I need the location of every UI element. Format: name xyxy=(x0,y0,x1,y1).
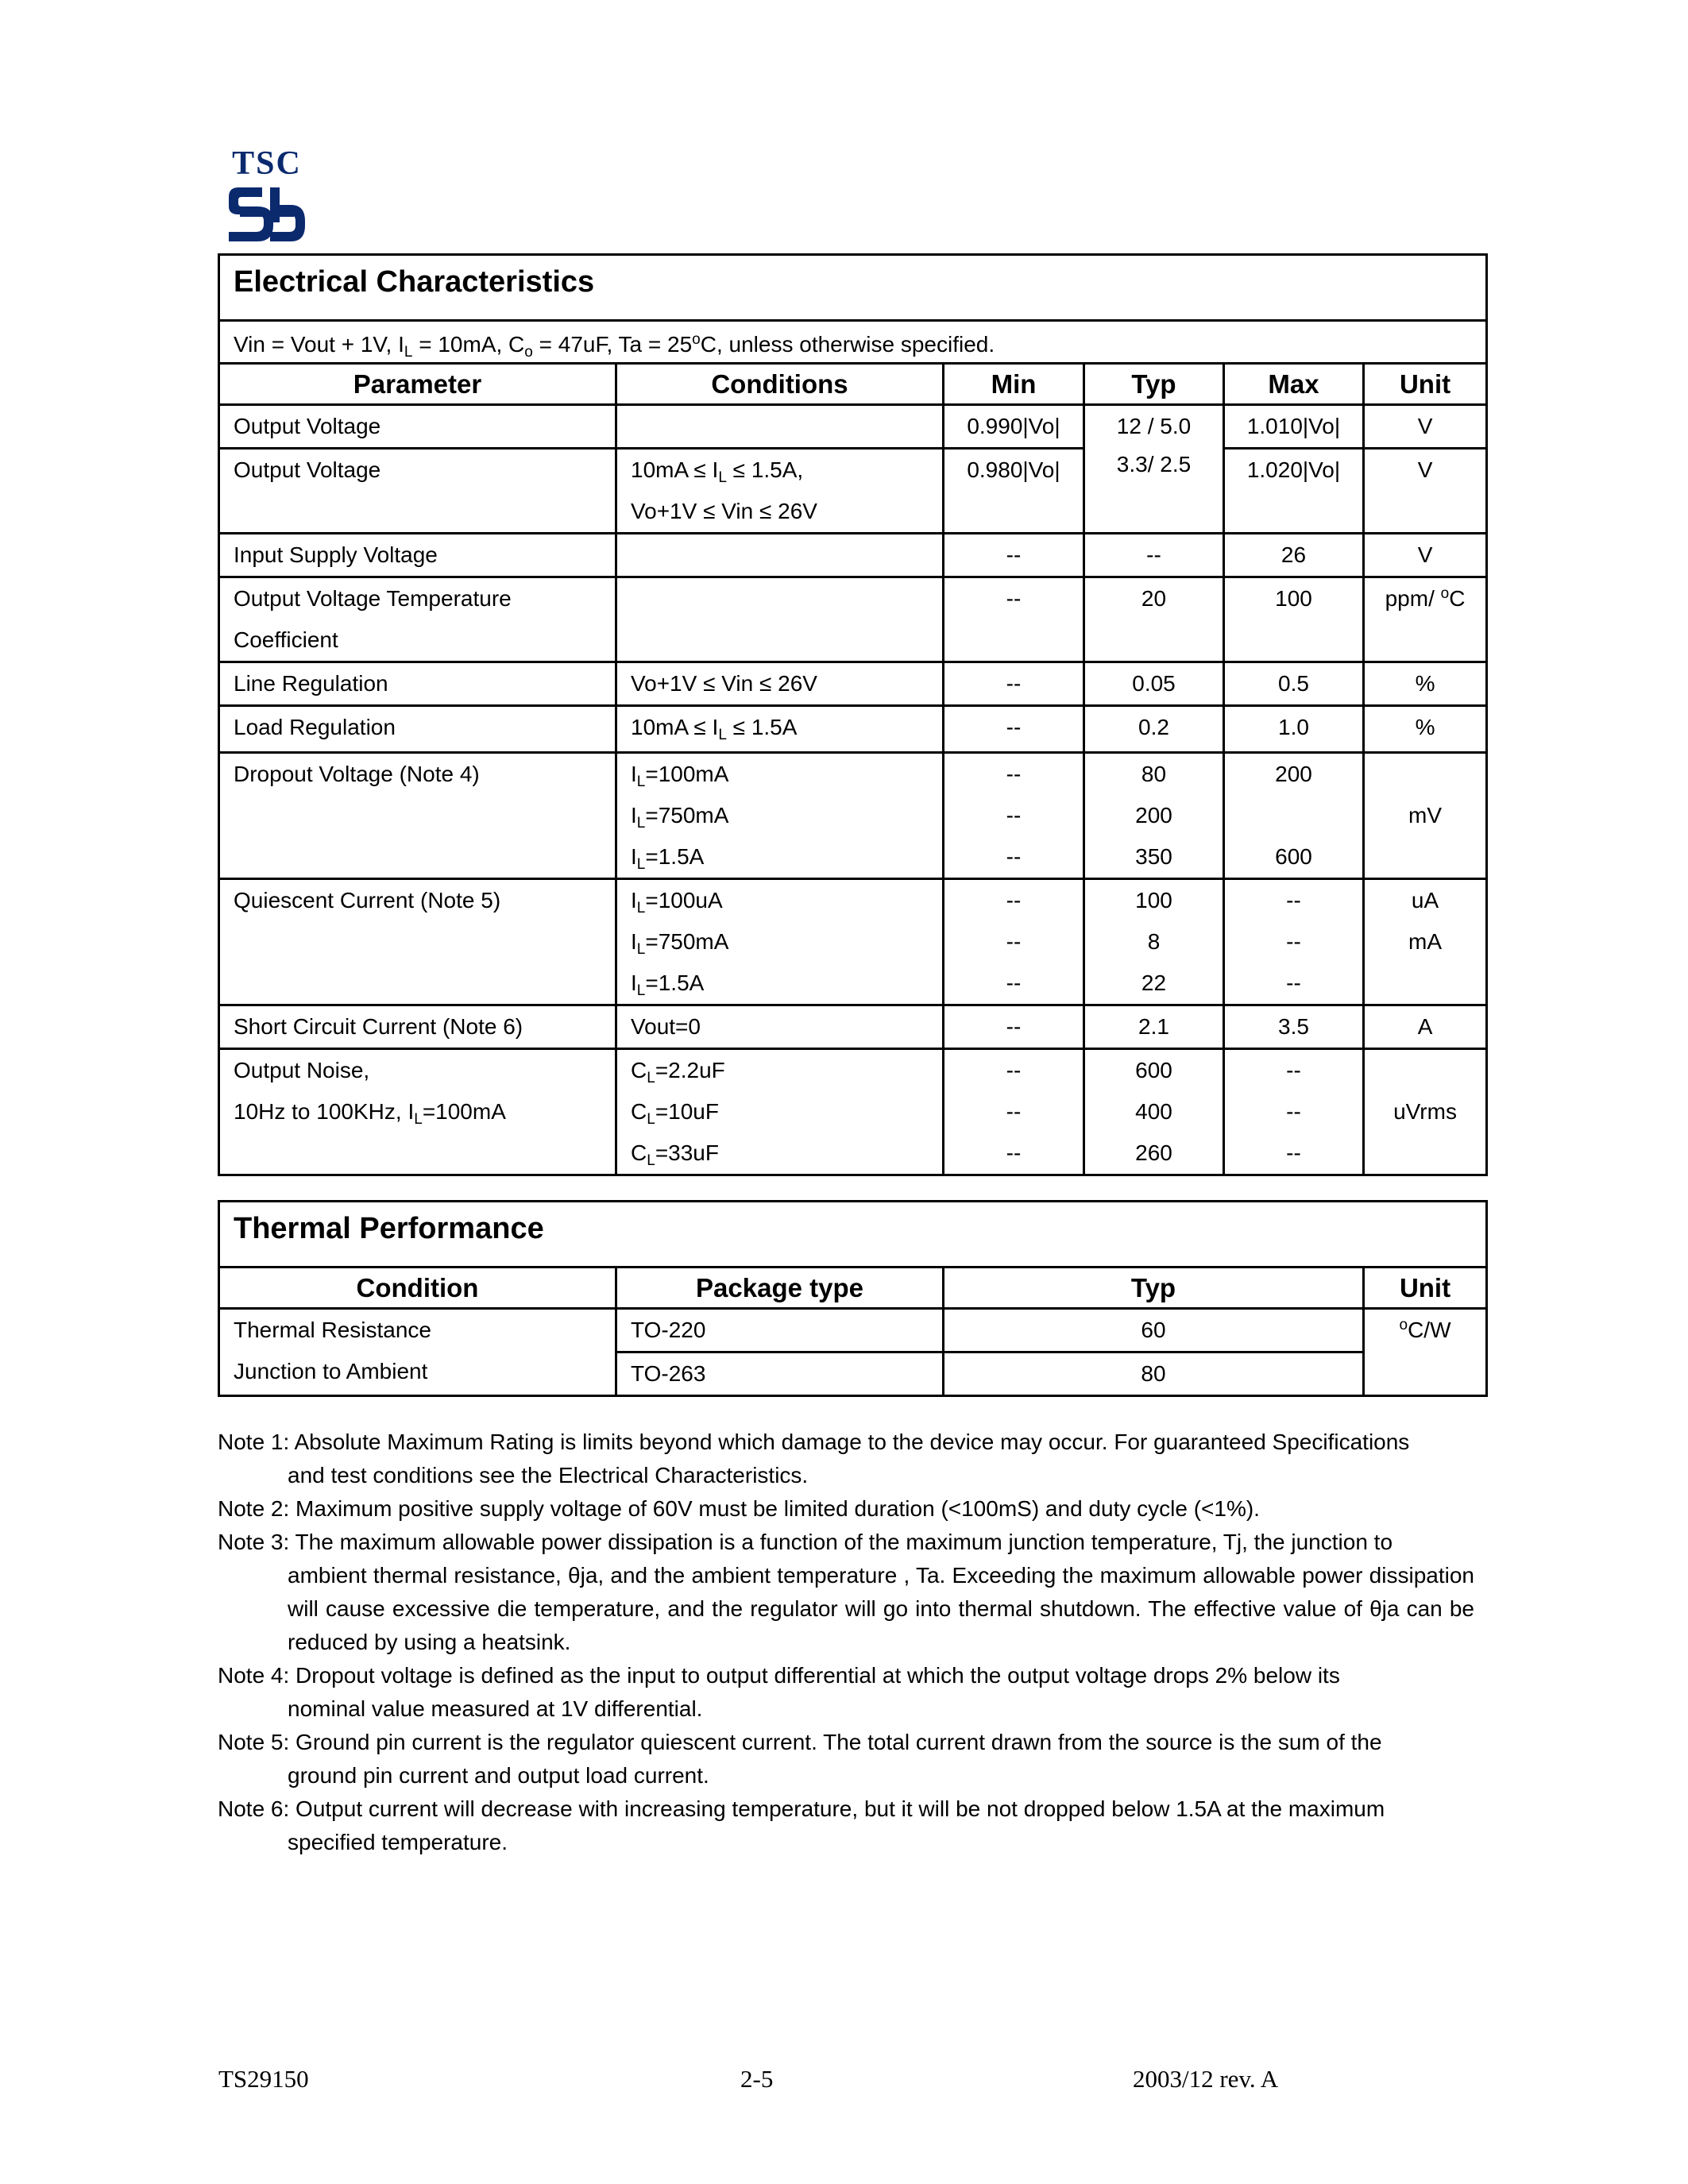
note-4: Note 4: Dropout voltage is defined as the input to output differential at which the output voltage drops 2% below its nominal value measured at 1V differential. xyxy=(218,1663,1340,1721)
table-row: Thermal Resistance Junction to Ambient TO-220 60 $^o$C/W xyxy=(219,1309,1487,1352)
notes-section xyxy=(218,1426,1474,1859)
header-condition: Condition xyxy=(219,1268,616,1309)
table-row: Output Voltage 0.990|Vo| 12 / 5.0 3.3/ 2.5 1.010|Vo| V xyxy=(219,405,1487,449)
header-min: Min xyxy=(944,364,1084,405)
note-1: Note 1: Absolute Maximum Rating is limits beyond which damage to the device may occur. For guaranteed Specifications and test conditions see the Electrical Characteristics. xyxy=(218,1430,1410,1488)
header-parameter: Parameter xyxy=(219,364,616,405)
logo-text: TSC xyxy=(232,145,302,182)
table-row: Output Voltage Temperature Coefficient -- 20 100 ppm/ $^o$C xyxy=(219,577,1487,662)
header-typ: Typ xyxy=(1084,364,1224,405)
header-conditions: Conditions xyxy=(616,364,944,405)
footer-page-number: 2-5 xyxy=(740,2065,774,2093)
table-row: Input Supply Voltage -- -- 26 V xyxy=(219,534,1487,577)
table-row: Load Regulation $10mA \le I_L \le 1.5A$ -- 0.2 1.0 % xyxy=(219,706,1487,753)
logo-mark-icon xyxy=(224,183,310,246)
electrical-characteristics-table xyxy=(218,253,1488,1176)
header-max: Max xyxy=(1224,364,1364,405)
thermal-title: Thermal Performance xyxy=(219,1202,1487,1268)
table-row: Line Regulation Vo+1V ≤ Vin ≤ 26V -- 0.05 0.5 % xyxy=(219,662,1487,706)
footer-part-number: TS29150 xyxy=(218,2065,309,2093)
note-5: Note 5: Ground pin current is the regulator quiescent current. The total current drawn from the source is the sum of the ground pin current and output load current. xyxy=(218,1730,1382,1788)
table-row: Output Noise, 10Hz to 100KHz, $I_L=100mA$ $C_L=2.2uF$ $C_L=10uF$ $C_L=33uF$ -- -- -- 600 400 260 -- -- -- uVrms xyxy=(219,1049,1487,1175)
note-3: Note 3: The maximum allowable power dissipation is a function of the maximum junction temperature, Tj, the junction to ambient thermal resistance, θja, and the ambient temperature , Ta. Exceeding the maximum allowable power dissipation will cause excessive die temperature, and the regulator will go into thermal shutdown. The effective value of θja can be reduced by using a heatsink. xyxy=(218,1530,1474,1654)
table-row: TO-263 80 xyxy=(219,1352,1487,1396)
table-row: Short Circuit Current (Note 6) Vout=0 -- 2.1 3.5 A xyxy=(219,1005,1487,1049)
test-conditions: Vin = Vout + 1V, $I_L = 10mA$, $C_o = 47uF$, $Ta = 25^oC$, unless otherwise specified. xyxy=(219,321,1487,364)
electrical-title: Electrical Characteristics xyxy=(219,255,1487,321)
footer-revision: 2003/12 rev. A xyxy=(1133,2065,1279,2093)
header-typ: Typ xyxy=(944,1268,1364,1309)
header-unit: Unit xyxy=(1364,1268,1487,1309)
header-unit: Unit xyxy=(1364,364,1487,405)
company-logo xyxy=(224,145,310,249)
table-row: Output Voltage $10mA \le I_L \le 1.5A$, Vo+1V ≤ Vin ≤ 26V 0.980|Vo| 1.020|Vo| V xyxy=(219,449,1487,534)
header-package-type: Package type xyxy=(616,1268,944,1309)
note-2: Note 2: Maximum positive supply voltage of 60V must be limited duration (<100mS) and duty cycle (<1%). xyxy=(218,1496,1260,1521)
note-6: Note 6: Output current will decrease with increasing temperature, but it will be not dropped below 1.5A at the maximum specified temperature. xyxy=(218,1796,1385,1854)
thermal-performance-table xyxy=(218,1200,1488,1397)
table-row: Dropout Voltage (Note 4) $I_L=100mA$ $I_L=750mA$ $I_L=1.5A$ -- -- -- 80 200 350 200 600 mV xyxy=(219,753,1487,879)
table-row: Quiescent Current (Note 5) $I_L=100uA$ $I_L=750mA$ $I_L=1.5A$ -- -- -- 100 8 22 -- -- -- uA mA xyxy=(219,879,1487,1005)
